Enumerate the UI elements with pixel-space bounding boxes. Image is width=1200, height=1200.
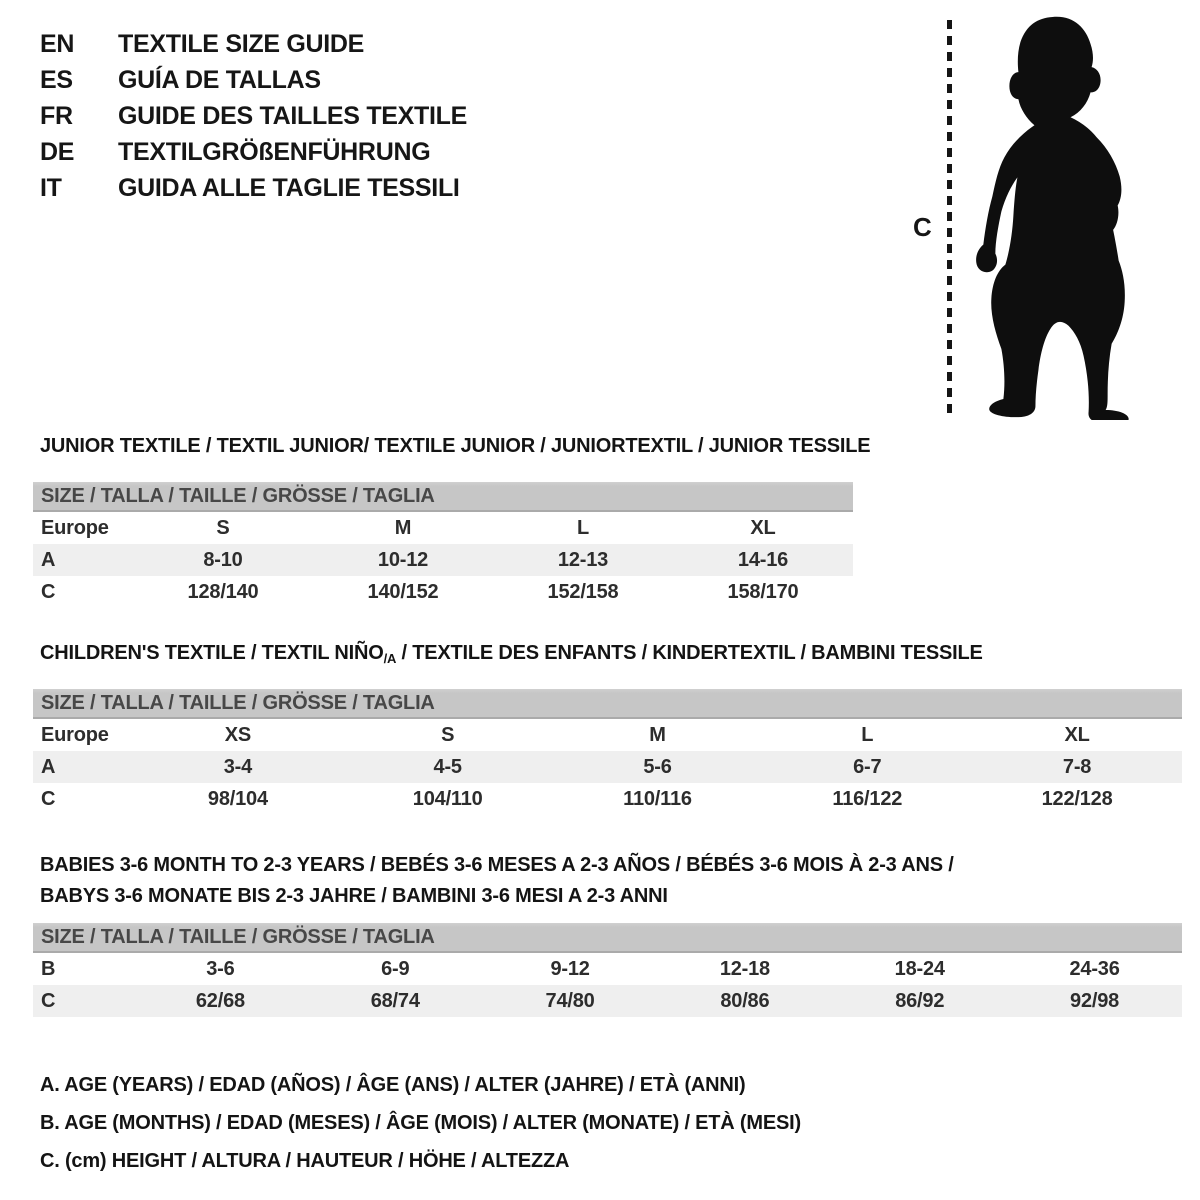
language-code: FR	[40, 101, 73, 130]
age-cell: 5-6	[643, 755, 672, 778]
legend-line-a: A. AGE (YEARS) / EDAD (AÑOS) / ÂGE (ANS) / ALTER (JAHRE) / ETÀ (ANNI)	[40, 1073, 746, 1096]
children-heading-pre: CHILDREN'S TEXTILE / TEXTIL NIÑO	[40, 642, 384, 664]
measure-c-label: C	[913, 212, 932, 242]
language-title-list	[40, 26, 467, 206]
junior-size-table	[33, 482, 853, 608]
size-cell: S	[216, 516, 230, 539]
size-cell: XL	[750, 516, 776, 539]
size-cell: XL	[1064, 723, 1090, 746]
children-heading-sub: /A	[383, 651, 397, 666]
row-label: B	[41, 957, 56, 980]
table-row	[33, 953, 1182, 985]
height-cell: 152/158	[547, 580, 619, 603]
height-cell: 86/92	[895, 989, 945, 1012]
age-cell: 8-10	[203, 548, 243, 571]
age-cell: 24-36	[1069, 957, 1120, 980]
age-cell: 7-8	[1062, 755, 1092, 778]
age-cell: 10-12	[377, 548, 429, 571]
guide-title: GUÍA DE TALLAS	[118, 65, 321, 94]
children-size-table	[33, 689, 1182, 815]
height-cell: 116/122	[832, 787, 903, 810]
age-cell: 3-4	[223, 755, 253, 778]
table-row	[33, 576, 853, 608]
height-cell: 140/152	[367, 580, 439, 603]
list-item	[40, 62, 467, 98]
row-label: Europe	[41, 723, 109, 746]
size-header-bar	[33, 689, 1182, 719]
height-measure-figure	[905, 14, 1160, 422]
age-cell: 9-12	[550, 957, 590, 980]
row-label: A	[41, 548, 56, 571]
table-row	[33, 751, 1182, 783]
table-row	[33, 512, 853, 544]
measurement-legend	[40, 1066, 801, 1180]
size-header-bar	[33, 482, 853, 512]
table-row	[33, 719, 1182, 751]
guide-title: TEXTILGRÖßENFÜHRUNG	[118, 137, 431, 166]
size-header-label: SIZE / TALLA / TAILLE / GRÖSSE / TAGLIA	[41, 484, 435, 507]
babies-section-heading	[40, 850, 954, 912]
language-code: ES	[40, 65, 73, 94]
children-heading-post: / TEXTILE DES ENFANTS / KINDERTEXTIL / BAMBINI TESSILE	[396, 642, 983, 664]
table-row	[33, 985, 1182, 1017]
babies-size-table	[33, 923, 1182, 1017]
height-cell: 80/86	[720, 989, 770, 1012]
age-cell: 6-9	[381, 957, 410, 980]
guide-title: TEXTILE SIZE GUIDE	[118, 29, 365, 58]
size-header-label: SIZE / TALLA / TAILLE / GRÖSSE / TAGLIA	[41, 691, 435, 714]
height-cell: 128/140	[187, 580, 259, 603]
baby-silhouette-icon	[965, 14, 1145, 420]
age-cell: 4-5	[433, 755, 462, 778]
table-row	[33, 544, 853, 576]
size-cell: L	[861, 723, 874, 746]
height-cell: 122/128	[1041, 787, 1113, 810]
height-cell: 62/68	[195, 989, 245, 1012]
row-label: C	[41, 989, 56, 1012]
height-cell: 110/116	[623, 787, 692, 810]
age-cell: 3-6	[206, 957, 235, 980]
row-label: C	[41, 580, 56, 603]
height-cell: 104/110	[412, 787, 483, 810]
row-label: C	[41, 787, 56, 810]
babies-heading-line1: BABIES 3-6 MONTH TO 2-3 YEARS / BEBÉS 3-6 MESES A 2-3 AÑOS / BÉBÉS 3-6 MOIS À 2-3 ANS /	[40, 854, 954, 876]
children-section-heading	[40, 642, 983, 666]
dashed-measure-line	[947, 20, 952, 416]
age-cell: 14-16	[737, 548, 789, 571]
age-cell: 12-18	[719, 957, 770, 980]
size-cell: M	[394, 516, 412, 539]
guide-title: GUIDE DES TAILLES TEXTILE	[118, 101, 468, 130]
height-cell: 158/170	[727, 580, 799, 603]
size-cell: S	[441, 723, 455, 746]
language-code: IT	[40, 173, 62, 202]
height-cell: 74/80	[545, 989, 595, 1012]
size-header-bar	[33, 923, 1182, 953]
junior-section-heading: JUNIOR TEXTILE / TEXTIL JUNIOR/ TEXTILE JUNIOR / JUNIORTEXTIL / JUNIOR TESSILE	[40, 435, 871, 457]
list-item	[40, 26, 467, 62]
list-item	[40, 98, 467, 134]
size-header-label: SIZE / TALLA / TAILLE / GRÖSSE / TAGLIA	[41, 925, 435, 948]
height-cell: 98/104	[207, 787, 268, 810]
age-cell: 6-7	[853, 755, 882, 778]
size-cell: M	[649, 723, 666, 746]
height-cell: 92/98	[1070, 989, 1120, 1012]
guide-title: GUIDA ALLE TAGLIE TESSILI	[118, 173, 460, 202]
size-cell: L	[576, 516, 590, 539]
legend-line-b: B. AGE (MONTHS) / EDAD (MESES) / ÂGE (MOIS) / ALTER (MONATE) / ETÀ (MESI)	[40, 1111, 801, 1134]
row-label: A	[41, 755, 56, 778]
size-cell: XS	[224, 723, 252, 746]
language-code: DE	[40, 137, 75, 166]
table-row	[33, 783, 1182, 815]
age-cell: 18-24	[894, 957, 945, 980]
height-cell: 68/74	[370, 989, 420, 1012]
row-label: Europe	[41, 516, 109, 539]
language-code: EN	[40, 29, 75, 58]
legend-line-c: C. (cm) HEIGHT / ALTURA / HAUTEUR / HÖHE / ALTEZZA	[40, 1149, 570, 1172]
babies-heading-line2: BABYS 3-6 MONATE BIS 2-3 JAHRE / BAMBINI 3-6 MESI A 2-3 ANNI	[40, 885, 668, 907]
list-item	[40, 170, 467, 206]
age-cell: 12-13	[557, 548, 609, 571]
list-item	[40, 134, 467, 170]
